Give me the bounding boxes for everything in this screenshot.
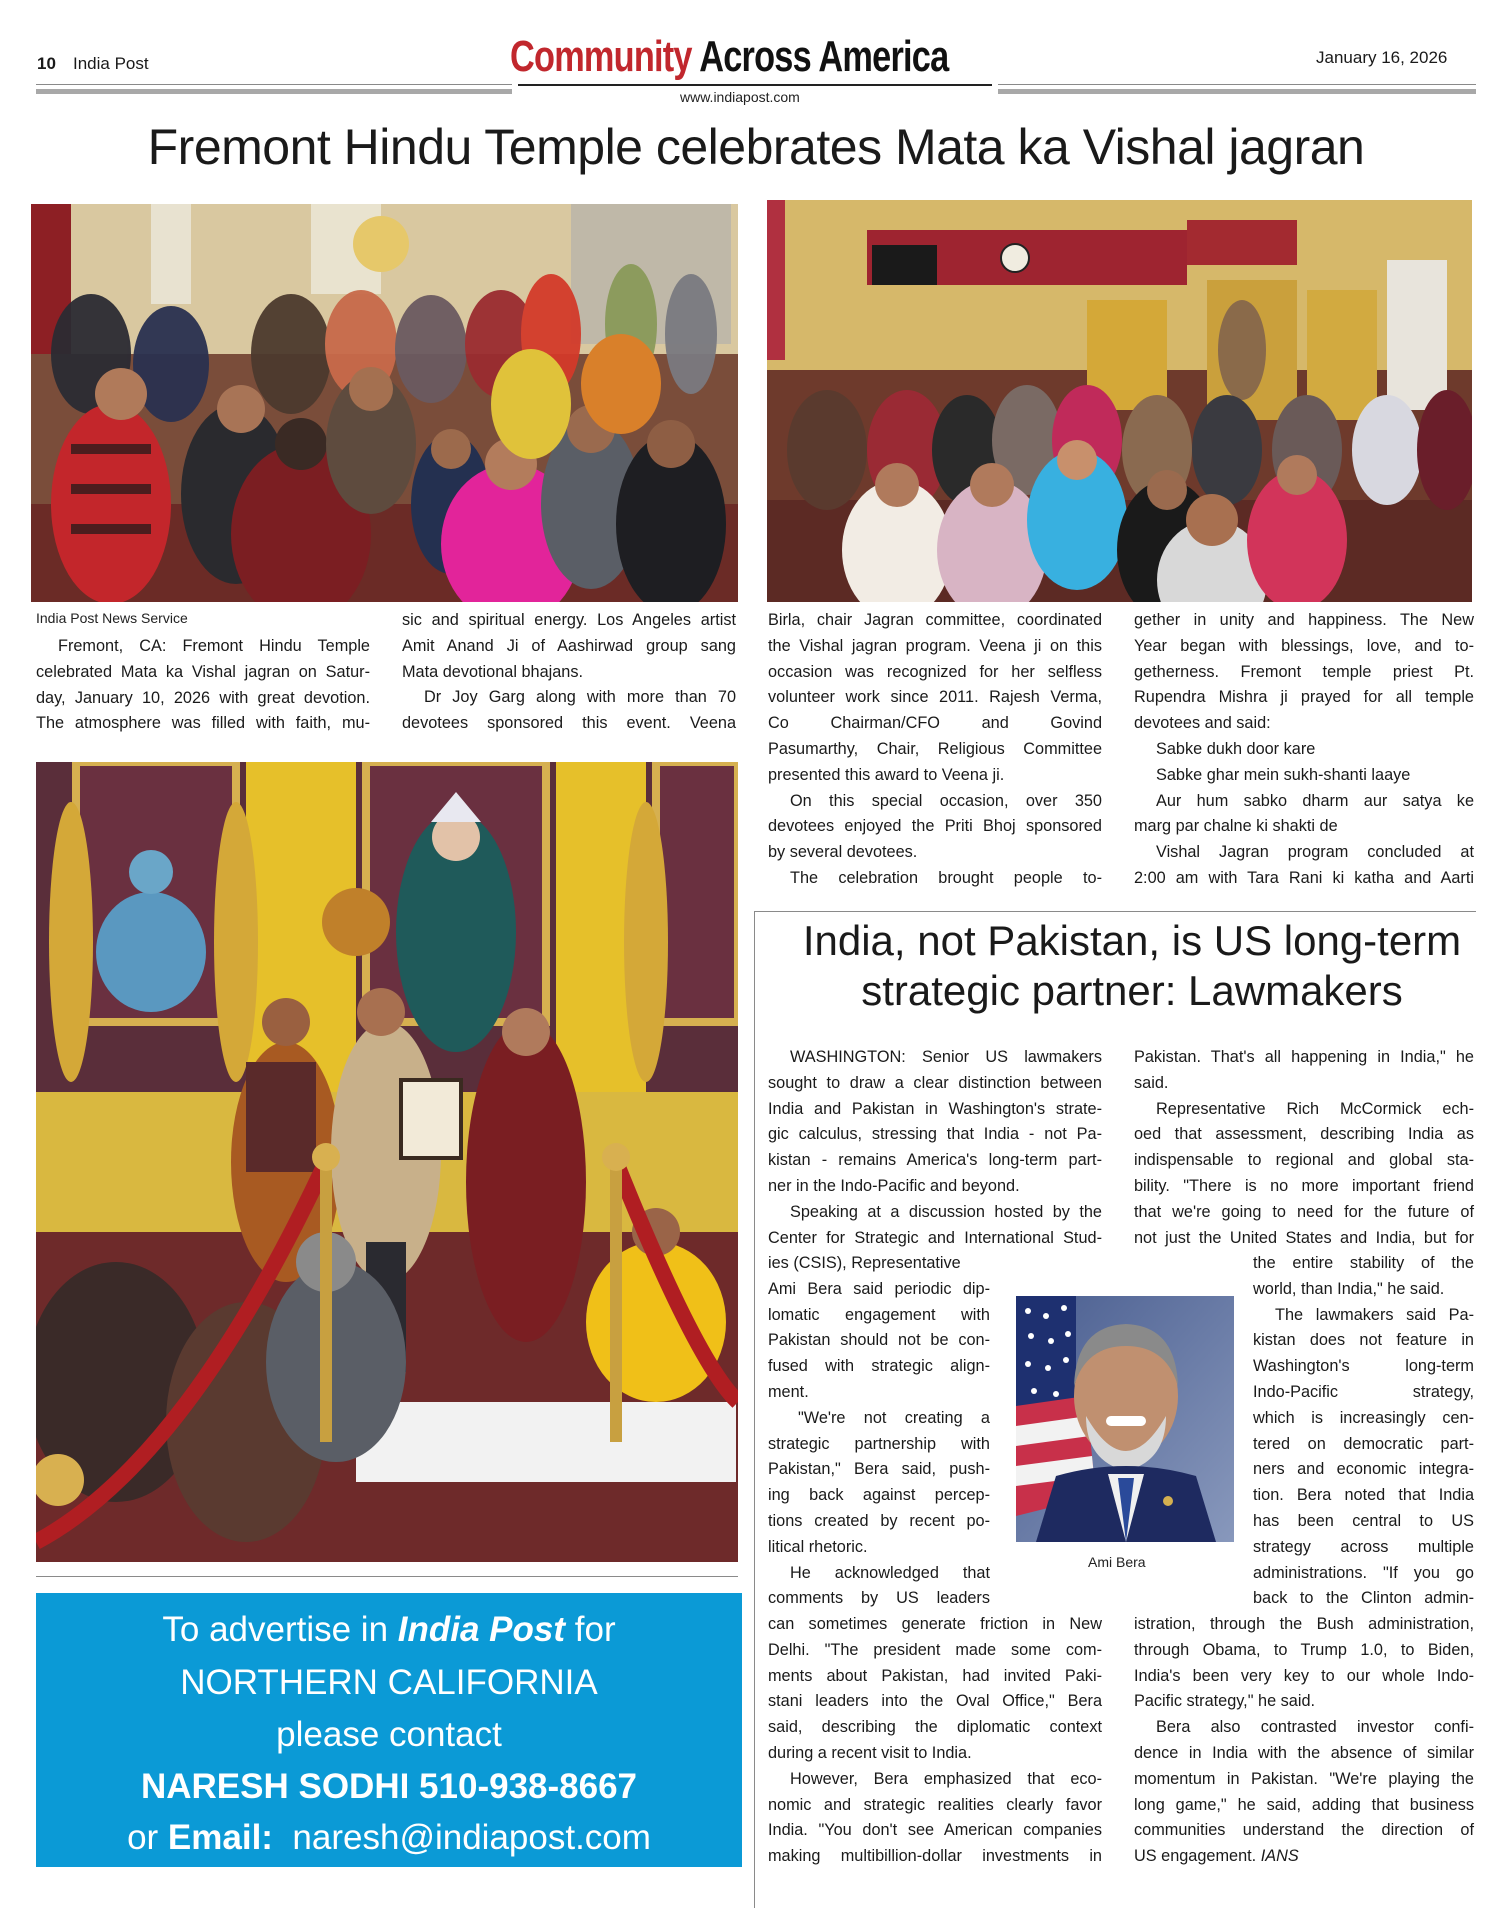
text-line: Pakistan," Bera said, push- [768, 1460, 990, 1479]
text-line: Sabke ghar mein sukh-shanti laaye [1156, 765, 1411, 784]
text-line: sic and spiritual energy. Los Angeles artist [402, 611, 736, 629]
page-number: 10 [37, 54, 56, 73]
text-line: Co Chairman/CFO and Govind [768, 714, 1102, 733]
text-line: tered on democratic part- [1253, 1434, 1474, 1453]
text-line: back to the Clinton admin- [1253, 1589, 1474, 1608]
text-line: Dr Joy Garg along with more than 70 [424, 688, 736, 707]
text-line: getherness. Fremont temple priest Pt. [1134, 662, 1474, 681]
article2-column-1-wrap [768, 1251, 990, 1612]
text-line: said, describing the diplomatic context [768, 1718, 1102, 1737]
text-line: kistan - remains America's long-term part- [768, 1151, 1102, 1170]
text-line: gether in unity and happiness. The New [1134, 611, 1474, 629]
header-rule-left-thick [36, 89, 512, 94]
text-line: ing back against percep- [768, 1486, 990, 1505]
text-line: comments by US leaders [768, 1589, 990, 1608]
text-line: not just the United States and India, but for [1134, 1228, 1474, 1247]
text-line: WASHINGTON: Senior US lawmakers [790, 1048, 1102, 1066]
article2-column-1-top [768, 1045, 1102, 1251]
text-line: The lawmakers said Pa- [1275, 1305, 1474, 1324]
text-line: Pakistan should not be con- [768, 1331, 990, 1350]
photo-caption: Ami Bera [1088, 1554, 1146, 1570]
text-line: the Vishal jagran program. Veena ji on this [768, 636, 1102, 655]
text-line: kistan does not feature in [1253, 1331, 1474, 1350]
text-line: Center for Strategic and International Stud- [768, 1228, 1102, 1247]
text-line: strategic partnership with [768, 1434, 990, 1453]
ad-intro: To advertise in [162, 1610, 389, 1649]
header-rule-right-thick [998, 89, 1476, 94]
text-line: nomic and strategic realities clearly favor [768, 1795, 1102, 1814]
text-line: Birla, chair Jagran committee, coordinated [768, 611, 1102, 629]
text-line: administrations. "If you go [1253, 1563, 1474, 1582]
text-line: The celebration brought people to- [790, 868, 1102, 887]
header-rule-right-thin [998, 84, 1476, 85]
text-line: 2:00 am with Tara Rani ki katha and Aarti [1134, 868, 1474, 887]
text-line: Sabke dukh door kare [1156, 739, 1316, 758]
text-line: during a recent visit to India. [768, 1743, 972, 1762]
text-line: However, Bera emphasized that eco- [790, 1769, 1102, 1788]
article1-headline: Fremont Hindu Temple celebrates Mata ka Vishal jagran [147, 119, 1365, 175]
text-line: can sometimes generate friction in New [768, 1615, 1102, 1633]
text-line: dence in India with the absence of similar [1134, 1743, 1474, 1762]
text-line: On this special occasion, over 350 [790, 791, 1102, 810]
text-line: oed that assessment, describing India as [1134, 1125, 1474, 1144]
text-line: Ami Bera said periodic dip- [768, 1279, 990, 1298]
text-line: through Obama, to Trump 1.0, to Biden, [1134, 1640, 1474, 1659]
text-line: marg par chalne ki shakti de [1134, 817, 1338, 836]
article2-headline [762, 916, 1502, 1016]
text-line: ment. [768, 1382, 809, 1401]
text-line: communities understand the direction of [1134, 1821, 1474, 1840]
text-line: that we're going to need for the future of [1134, 1202, 1474, 1221]
text-line: istration, through the Bush administration, [1134, 1615, 1474, 1633]
article2-column-2-bottom [1134, 1612, 1474, 1870]
text-line: Mata devotional bhajans. [402, 662, 584, 681]
article1-column-1 [36, 634, 370, 737]
ad-region: NORTHERN CALIFORNIA [180, 1663, 598, 1702]
website-url[interactable]: www.indiapost.com [680, 89, 800, 105]
text-line: long game," he said, adding that business [1134, 1795, 1474, 1814]
article2-headline-line-1: India, not Pakistan, is US long-term [802, 917, 1462, 964]
article1-column-3 [768, 608, 1102, 892]
article1-byline: India Post News Service [36, 610, 188, 626]
ad-email-address[interactable]: naresh@indiapost.com [292, 1818, 651, 1857]
text-line: Rupendra Mishra ji prayed for all temple [1134, 688, 1474, 707]
text-line: said. [1134, 1073, 1169, 1092]
text-line: bility. "There is no more important friend [1134, 1176, 1474, 1195]
text-line: Year began with blessings, love, and to- [1134, 636, 1474, 655]
text-line: Fremont, CA: Fremont Hindu Temple [58, 637, 370, 655]
text-line: stani leaders into the Oval Office," Bera [768, 1692, 1102, 1711]
text-line: Aur hum sabko dharm aur satya ke [1156, 791, 1474, 810]
text-line: devotees enjoyed the Priti Bhoj sponsored [768, 817, 1102, 836]
masthead-community: Community [510, 32, 692, 81]
ad-contact-name-phone[interactable]: NARESH SODHI 510-938-8667 [140, 1767, 638, 1806]
text-line: Washington's long-term [1253, 1357, 1474, 1376]
photo-award-ceremony [36, 762, 738, 1562]
text-line: devotees sponsored this event. Veena [402, 714, 736, 733]
text-line: which is increasingly cen- [1253, 1408, 1474, 1427]
section-masthead [510, 32, 949, 82]
text-line: Pakistan. That's all happening in India," he [1134, 1048, 1474, 1066]
text-line: celebrated Mata ka Vishal jagran on Satur- [36, 662, 370, 681]
ad-line-1 [36, 1603, 742, 1657]
text-line: fused with strategic align- [768, 1357, 990, 1376]
masthead-across-america: Across America [699, 32, 949, 81]
text-line: The atmosphere was filled with faith, mu- [36, 714, 370, 733]
header-rule-left-thin [36, 84, 512, 85]
photo-seated-devotees [31, 204, 738, 602]
text-line: indispensable to regional and global sta- [1134, 1151, 1474, 1170]
article1-column-2 [402, 608, 736, 737]
issue-date: January 16, 2026 [1316, 48, 1448, 67]
text-line: ners and economic integra- [1253, 1460, 1474, 1479]
publication-name: India Post [73, 54, 149, 73]
text-line: Pacific strategy," he said. [1134, 1692, 1316, 1711]
text-line: making multibillion-dollar investments in [768, 1847, 1102, 1866]
text-line: day, January 10, 2026 with great devotion. [36, 688, 370, 707]
ad-or: or [127, 1818, 159, 1857]
text-line: tion. Bera noted that India [1253, 1486, 1474, 1505]
text-line: Pasumarthy, Chair, Religious Committee [768, 739, 1102, 758]
text-line: India's been very key to our whole Indo- [1134, 1666, 1474, 1685]
article2-top-rule [754, 911, 1476, 912]
text-line: occasion was recognized for her selfless [768, 662, 1102, 681]
text-line: by several devotees. [768, 843, 918, 862]
text-line [1134, 1844, 1474, 1870]
text-line: Speaking at a discussion hosted by the [790, 1202, 1102, 1221]
article2-column-2-wrap [1253, 1251, 1474, 1612]
text-line: momentum in Pakistan. "We're playing the [1134, 1769, 1474, 1788]
text-line: India. "You don't see American companies [768, 1821, 1102, 1840]
photo-temple-hall [767, 200, 1472, 602]
text-line: tions created by recent po- [768, 1511, 990, 1530]
text-line: litical rhetoric. [768, 1537, 868, 1556]
text-line: Representative Rich McCormick ech- [1156, 1099, 1474, 1118]
text-line: Bera also contrasted investor confi- [1156, 1718, 1474, 1737]
text-line: gic calculus, stressing that India - not Pa- [768, 1125, 1102, 1144]
ad-email-line [36, 1813, 742, 1863]
ad-for: for [574, 1610, 616, 1649]
text-line: the entire stability of the [1253, 1254, 1474, 1272]
article2-column-1-bottom [768, 1612, 1102, 1870]
news-agency-credit: IANS [1260, 1847, 1299, 1866]
text-line: has been central to US [1253, 1511, 1474, 1530]
advertisement-box[interactable] [36, 1593, 742, 1867]
article2-headline-line-2: strategic partner: Lawmakers [861, 967, 1403, 1014]
text-line: ies (CSIS), Representative [768, 1254, 961, 1272]
article1-column-4 [1134, 608, 1474, 892]
text-line: Indo-Pacific strategy, [1253, 1382, 1474, 1401]
article2-column-2-top [1134, 1045, 1474, 1251]
text-line: volunteer work since 2011. Rajesh Verma, [768, 688, 1102, 707]
masthead-underline [518, 84, 992, 86]
text-line: ments about Pakistan, had invited Paki- [768, 1666, 1102, 1685]
text-line: sought to draw a clear distinction between [768, 1073, 1102, 1092]
ad-email-label: Email: [167, 1818, 273, 1857]
text-line: presented this award to Veena ji. [768, 765, 1005, 784]
ad-please-contact: please contact [276, 1715, 502, 1754]
photo-ami-bera-portrait [1016, 1296, 1234, 1542]
text-line: Vishal Jagran program concluded at [1156, 843, 1474, 862]
text-line: strategy across multiple [1253, 1537, 1474, 1556]
ad-separator-rule [36, 1576, 738, 1577]
article2-left-border [754, 912, 755, 1908]
text-line: world, than India," he said. [1253, 1279, 1445, 1298]
text-line: Delhi. "The president made some com- [768, 1640, 1102, 1659]
text-line: ner in the Indo-Pacific and beyond. [768, 1176, 1020, 1195]
text-line: India and Pakistan in Washington's strate- [768, 1099, 1102, 1118]
text-line: lomatic engagement with [768, 1305, 990, 1324]
text-line: Amit Anand Ji of Aashirwad group sang [402, 636, 736, 655]
text-line: devotees and said: [1134, 714, 1271, 733]
closing-text: US engagement. [1134, 1847, 1257, 1866]
ad-brand: India Post [397, 1610, 566, 1649]
text-line: "We're not creating a [798, 1408, 990, 1427]
text-line: He acknowledged that [790, 1563, 990, 1582]
